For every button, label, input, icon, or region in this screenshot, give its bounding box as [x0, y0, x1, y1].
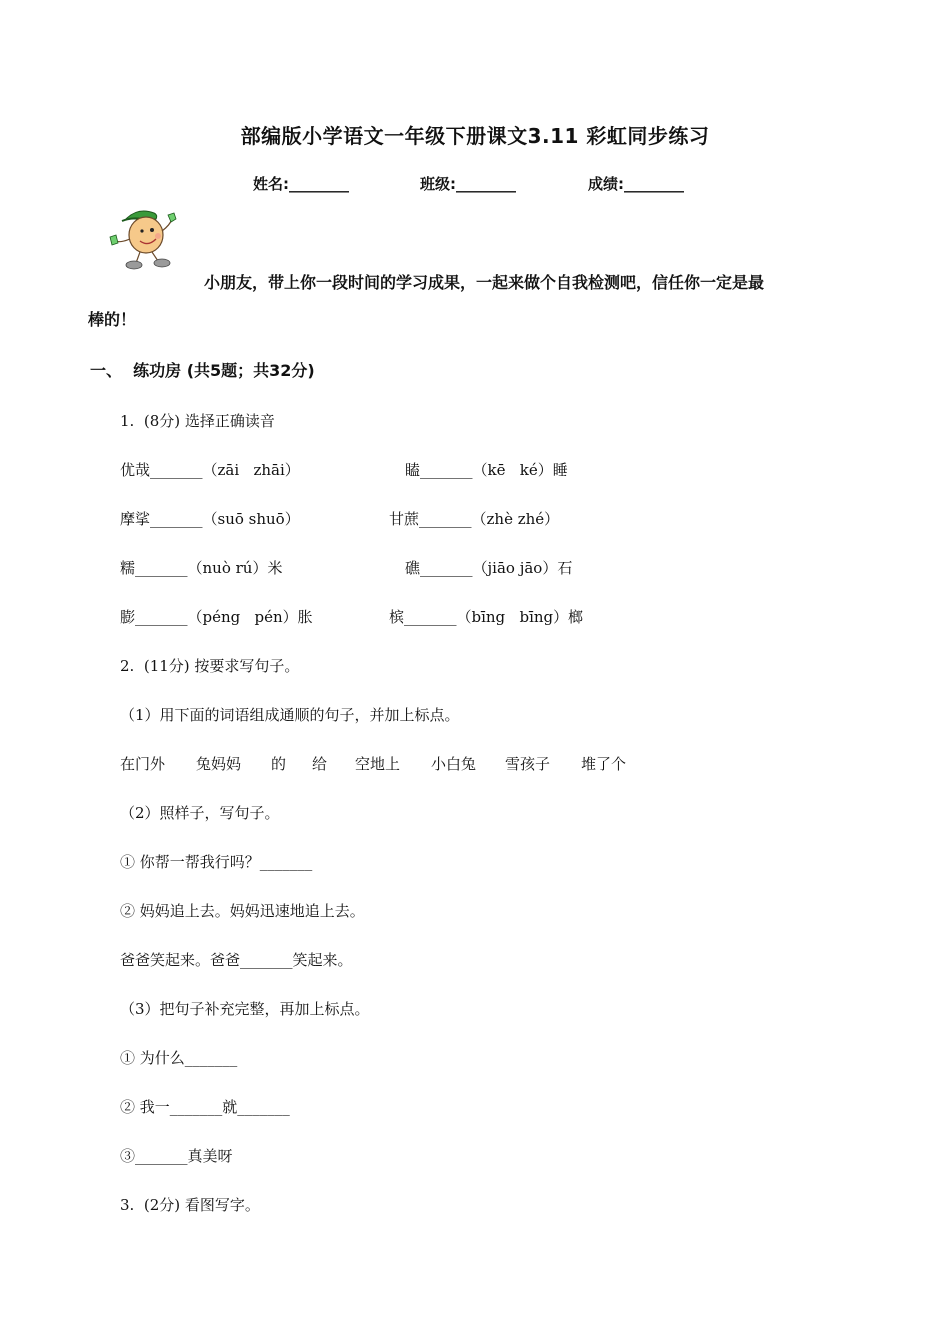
q2-part-3: （3）把句子补充完整，再加上标点。	[120, 1000, 370, 1018]
q1-item-4[interactable]: 甘蔗_______（zhè zhé）	[389, 510, 560, 528]
q1-item-6[interactable]: 礁_______（jiāo jāo）石	[405, 559, 573, 577]
q1-item-3[interactable]: 摩挲_______（suō shuō）	[120, 510, 300, 528]
q1-item-5[interactable]: 糯_______（nuò rú）米	[120, 559, 283, 577]
score-field[interactable]: 成绩:________	[588, 175, 684, 193]
q2-part-3-item-3[interactable]: ③_______真美呀	[120, 1147, 233, 1165]
word-item: 雪孩子	[505, 755, 551, 773]
intro-text-line2: 棒的！	[88, 310, 137, 329]
q2-part-2: （2）照样子，写句子。	[120, 804, 280, 822]
question-1-stem: 1. (8分) 选择正确读音	[120, 412, 275, 430]
question-2-stem: 2. (11分) 按要求写句子。	[120, 657, 300, 675]
word-item: 堆了个	[581, 755, 627, 773]
q1-item-1[interactable]: 优哉_______（zāi zhāi）	[120, 461, 300, 479]
word-item: 给	[312, 755, 328, 773]
cartoon-kid-mascot-icon	[108, 205, 186, 271]
word-item: 小白兔	[431, 755, 477, 773]
q1-item-2[interactable]: 瞌_______（kē ké）睡	[405, 461, 568, 479]
word-item: 在门外	[120, 755, 166, 773]
q1-item-7[interactable]: 膨_______（péng pén）胀	[120, 608, 313, 626]
q2-part-1: （1）用下面的词语组成通顺的句子，并加上标点。	[120, 706, 460, 724]
name-field[interactable]: 姓名:________	[253, 175, 349, 193]
word-item: 的	[271, 755, 287, 773]
question-3-stem: 3. (2分) 看图写字。	[120, 1196, 260, 1214]
q2-part-3-item-2[interactable]: ② 我一_______就_______	[120, 1098, 290, 1116]
q1-item-8[interactable]: 槟_______（bīng bīng）榔	[389, 608, 584, 626]
q2-part-2-item-1[interactable]: ① 你帮一帮我行吗？_______	[120, 853, 313, 871]
word-item: 兔妈妈	[196, 755, 242, 773]
class-field[interactable]: 班级:________	[420, 175, 516, 193]
intro-text-line1: 小朋友，带上你一段时间的学习成果，一起来做个自我检测吧，信任你一定是最	[204, 273, 765, 292]
q2-part-2-item-3[interactable]: 爸爸笑起来。爸爸_______笑起来。	[120, 951, 353, 969]
word-item: 空地上	[355, 755, 401, 773]
q2-part-3-item-1[interactable]: ① 为什么_______	[120, 1049, 238, 1067]
section-heading: 一、 练功房 (共5题；共32分)	[90, 361, 315, 380]
page-title: 部编版小学语文一年级下册课文3.11 彩虹同步练习	[240, 124, 710, 148]
q2-part-2-item-2: ② 妈妈追上去。妈妈迅速地追上去。	[120, 902, 365, 920]
